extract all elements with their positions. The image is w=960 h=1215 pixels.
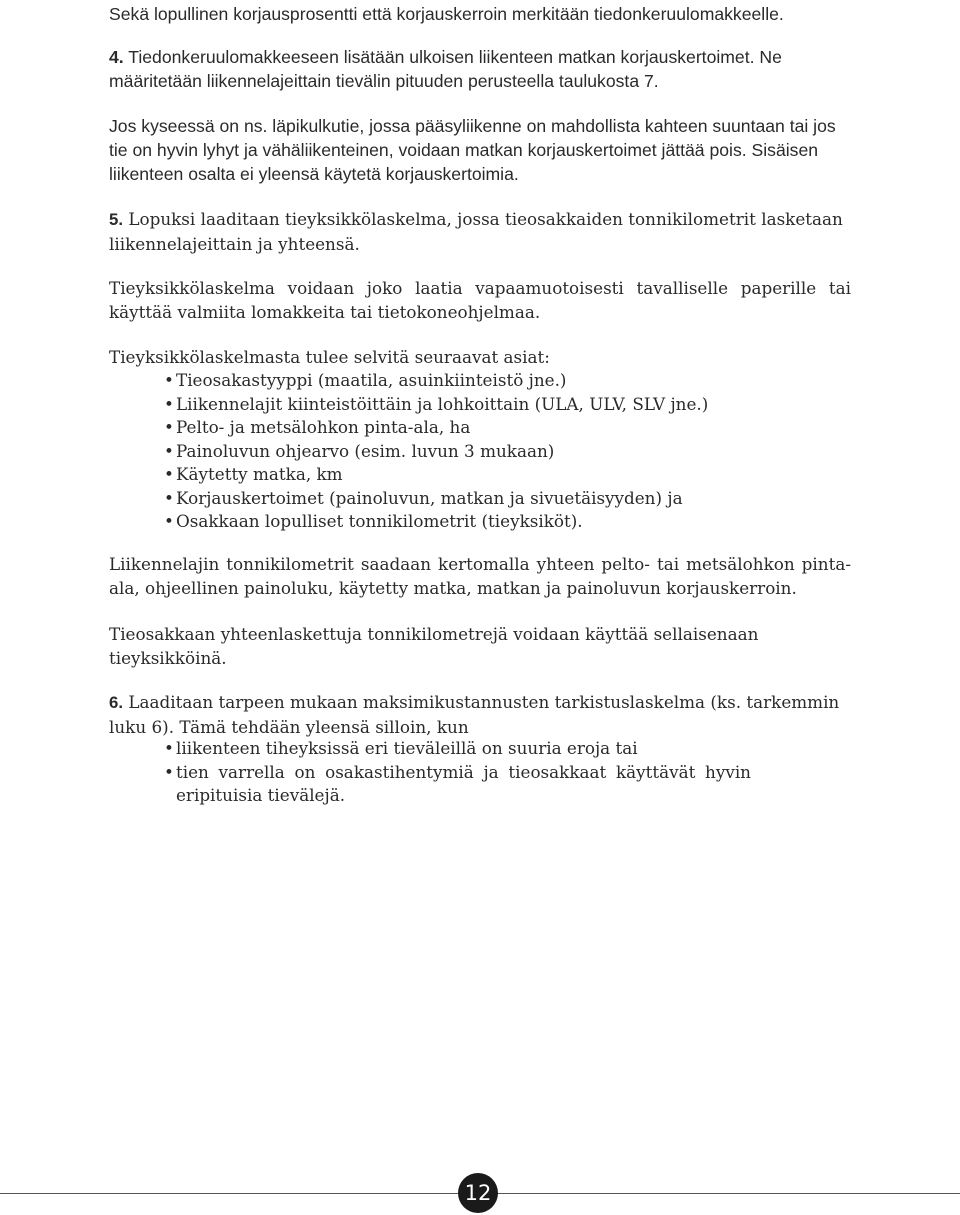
paragraph-1: Sekä lopullinen korjausprosentti että korjauskerroin merkitään tiedonkeruulomakkeelle. — [109, 4, 784, 24]
list-item: • Korjauskertoimet (painoluvun, matkan ja sivuetäisyyden) ja — [164, 487, 683, 508]
paragraph-road-units: Tieosakkaan yhteenlaskettuja tonnikilometrejä voidaan käyttää sellaisenaan tieyksikköinä. — [109, 624, 759, 668]
list-item: • Osakkaan lopulliset tonnikilometrit (tieyksiköt). — [164, 511, 583, 531]
conditions-list — [109, 737, 906, 808]
list-item: • liikenteen tiheyksissä eri tieväleillä on suuria eroja tai — [164, 738, 638, 758]
required-items-list — [109, 369, 906, 534]
list-item: • Liikennelajit kiinteistöittäin ja lohkoittain (ULA, ULV, SLV jne.) — [164, 393, 709, 414]
step-number: 5. — [109, 210, 123, 229]
list-item: • Pelto- ja metsälohkon pinta-ala, ha — [164, 417, 471, 437]
list-item: • Käytetty matka, km — [164, 464, 343, 484]
paragraph-through-road: Jos kyseessä on ns. läpikulkutie, jossa pääsyliikenne on mahdollista kahteen suuntaan tai jos tie on hyvin lyhyt ja vähäliikenteinen, voidaan matkan korjauskertoimet jättää pois. Sisäisen liikenteen osalta ei yleensä käytetä korjauskertoimia. — [109, 116, 836, 184]
step-number: 6. — [109, 693, 123, 712]
paragraph-tonne-km: Liikennelajin tonnikilometrit saadaan kertomalla yhteen pelto- tai metsälohkon pinta-ala, ohjeellinen painoluku, käytetty matka, matkan ja painoluvun korjauskerroin. — [109, 554, 851, 598]
page-number: 12 — [464, 1181, 492, 1205]
list-item: • tien varrella on osakastihentymiä ja tieosakkaat käyttävät hyvin eripituisia tievälejä. — [164, 761, 751, 805]
paragraph-text: Laaditaan tarpeen mukaan maksimikustannusten tarkistuslaskelma (ks. tarkemmin luku 6). Tämä tehdään yleensä silloin, kun — [109, 692, 840, 737]
list-item: • Tieosakastyyppi (maatila, asuinkiinteistö jne.) — [164, 370, 567, 390]
step-number: 4. — [109, 47, 124, 67]
paragraph-step-6 — [109, 690, 851, 739]
list-item: • Painoluvun ohjearvo (esim. luvun 3 mukaan) — [164, 440, 555, 461]
paragraph-text: Tiedonkeruulomakkeeseen lisätään ulkoisen liikenteen matkan korjauskertoimet. Ne määritetään liikennelajeittain tievälin pituuden perusteella taulukosta 7. — [109, 47, 782, 91]
paragraph-calculation-form: Tieyksikkölaskelma voidaan joko laatia vapaamuotoisesti tavalliselle paperille tai käyttää valmiita lomakkeita tai tietokoneohjelmaa. — [109, 278, 851, 322]
paragraph-step-4 — [109, 45, 851, 93]
paragraph-step-5 — [109, 207, 851, 256]
paragraph-text: Lopuksi laaditaan tieyksikkölaskelma, jossa tieosakkaiden tonnikilometrit lasketaan liikennelajeittain ja yhteensä. — [109, 209, 843, 254]
page-number-badge — [458, 1173, 498, 1213]
paragraph-list-intro: Tieyksikkölaskelmasta tulee selvitä seuraavat asiat: — [109, 347, 550, 367]
